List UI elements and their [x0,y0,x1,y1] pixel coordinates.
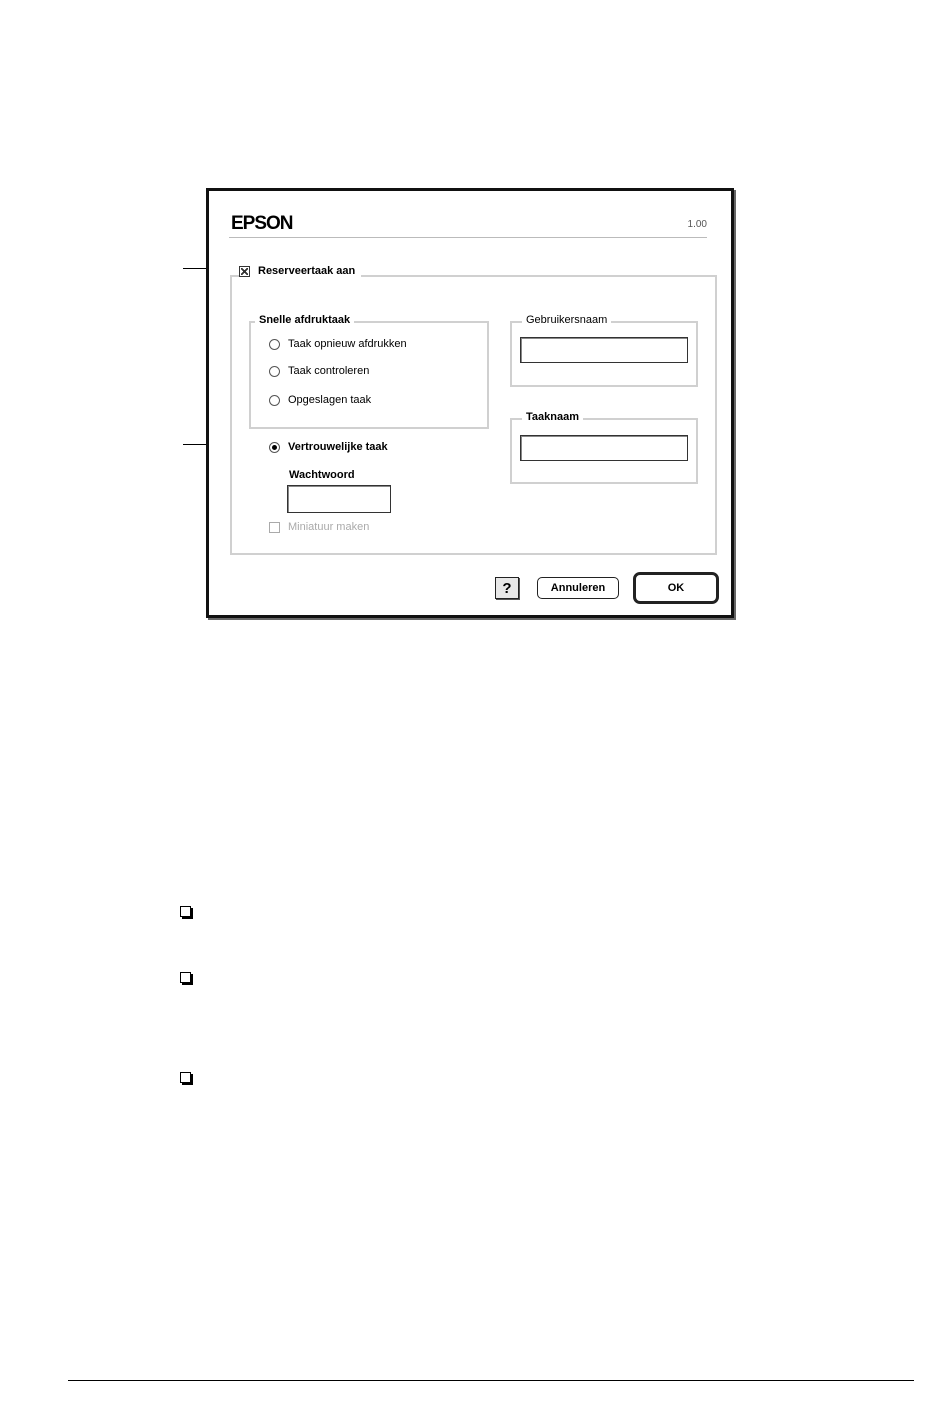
radio-stored-job[interactable]: Opgeslagen taak [269,394,371,406]
reserve-job-checkbox[interactable]: Reserveertaak aan [239,265,361,277]
bullet-icon [180,906,191,917]
radio-confidential-job[interactable]: Vertrouwelijke taak [269,441,388,453]
header-divider [229,237,707,238]
footer-divider [68,1380,914,1381]
password-label: Wachtwoord [289,469,355,481]
quick-print-title: Snelle afdruktaak [255,314,354,326]
radio-icon [269,366,280,377]
user-name-field[interactable] [520,337,688,363]
ok-button[interactable]: OK [633,572,719,604]
help-button[interactable] [495,577,519,599]
radio-icon [269,442,280,453]
bullet-icon [180,1072,191,1083]
job-name-title: Taaknaam [522,411,583,423]
password-field[interactable] [287,485,391,513]
radio-verify-job[interactable]: Taak controleren [269,365,369,377]
thumbnail-checkbox[interactable]: Miniatuur maken [269,521,369,533]
checkbox-icon [239,266,250,277]
job-name-field[interactable] [520,435,688,461]
radio-reprint-job[interactable]: Taak opnieuw afdrukken [269,338,407,350]
epson-dialog [206,188,734,618]
bullet-icon [180,972,191,983]
help-icon: ? [502,579,512,597]
brand-logo: EPSON [231,213,293,234]
radio-icon [269,395,280,406]
checkbox-icon [269,522,280,533]
radio-icon [269,339,280,350]
version-label: 1.00 [687,219,707,230]
user-name-title: Gebruikersnaam [522,314,611,326]
cancel-button[interactable]: Annuleren [537,577,619,599]
